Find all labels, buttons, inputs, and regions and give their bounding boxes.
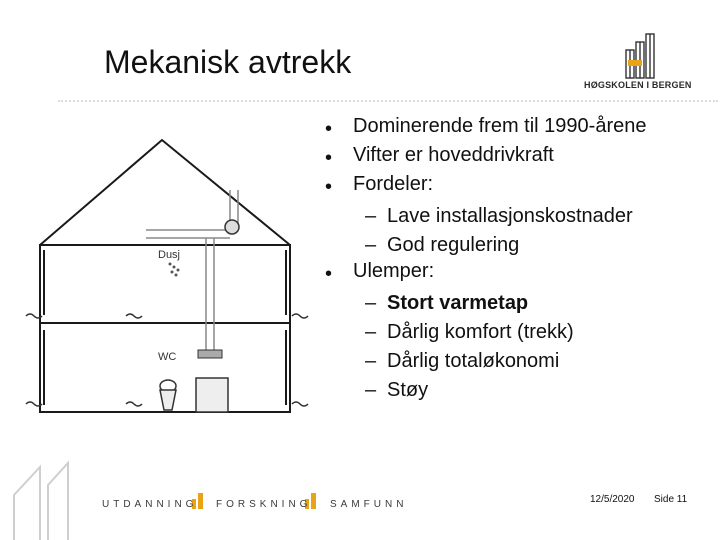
bullet-marker: • [325, 176, 333, 198]
sub-bullet-item [325, 289, 715, 318]
sub-bullet-item [325, 202, 715, 231]
college-logo-text: HØGSKOLEN I BERGEN [584, 80, 692, 90]
bullet-marker: • [325, 263, 333, 285]
bullet-text: Vifter er hoveddrivkraft [353, 144, 554, 166]
sub-bullet-text: Dårlig komfort (trekk) [387, 321, 574, 343]
shower-label: Dusj [158, 249, 181, 261]
footer-word-samfunn: SAMFUNN [330, 499, 408, 510]
bullet-list [325, 115, 715, 405]
bullet-text: Fordeler: [353, 173, 434, 195]
ventilation-house-diagram [20, 130, 325, 420]
bullet-item [325, 260, 715, 289]
sub-bullet-item [325, 347, 715, 376]
sub-bullet-text: Støy [387, 379, 429, 401]
bullet-item [325, 115, 715, 144]
dash-marker: – [365, 234, 377, 256]
wc-label: WC [158, 351, 177, 363]
sub-bullet-text: Lave installasjonskostnader [387, 205, 633, 227]
title-divider [58, 100, 718, 102]
footer-word-forskning: FORSKNING [216, 499, 312, 510]
sub-bullet-item [325, 376, 715, 405]
sub-bullet-item [325, 231, 715, 260]
dash-marker: – [365, 379, 377, 401]
slide-title: Mekanisk avtrekk [104, 44, 352, 80]
slide-date: 12/5/2020 [590, 494, 635, 505]
bullet-marker: • [325, 118, 333, 140]
footer-word-utdanning: UTDANNING [102, 499, 198, 510]
bullet-item [325, 144, 715, 173]
sub-bullet-text: God regulering [387, 234, 520, 256]
dash-marker: – [365, 292, 377, 314]
bullet-text: Dominerende frem til 1990-årene [353, 115, 647, 137]
bullet-text: Ulemper: [353, 260, 435, 282]
bullet-item [325, 173, 715, 202]
bullet-marker: • [325, 147, 333, 169]
dash-marker: – [365, 205, 377, 227]
dash-marker: – [365, 321, 377, 343]
dash-marker: – [365, 350, 377, 372]
slide-page-number: Side 11 [654, 494, 688, 505]
sub-bullet-text: Stort varmetap [387, 292, 529, 314]
sub-bullet-item [325, 318, 715, 347]
sub-bullet-text: Dårlig totaløkonomi [387, 350, 560, 372]
